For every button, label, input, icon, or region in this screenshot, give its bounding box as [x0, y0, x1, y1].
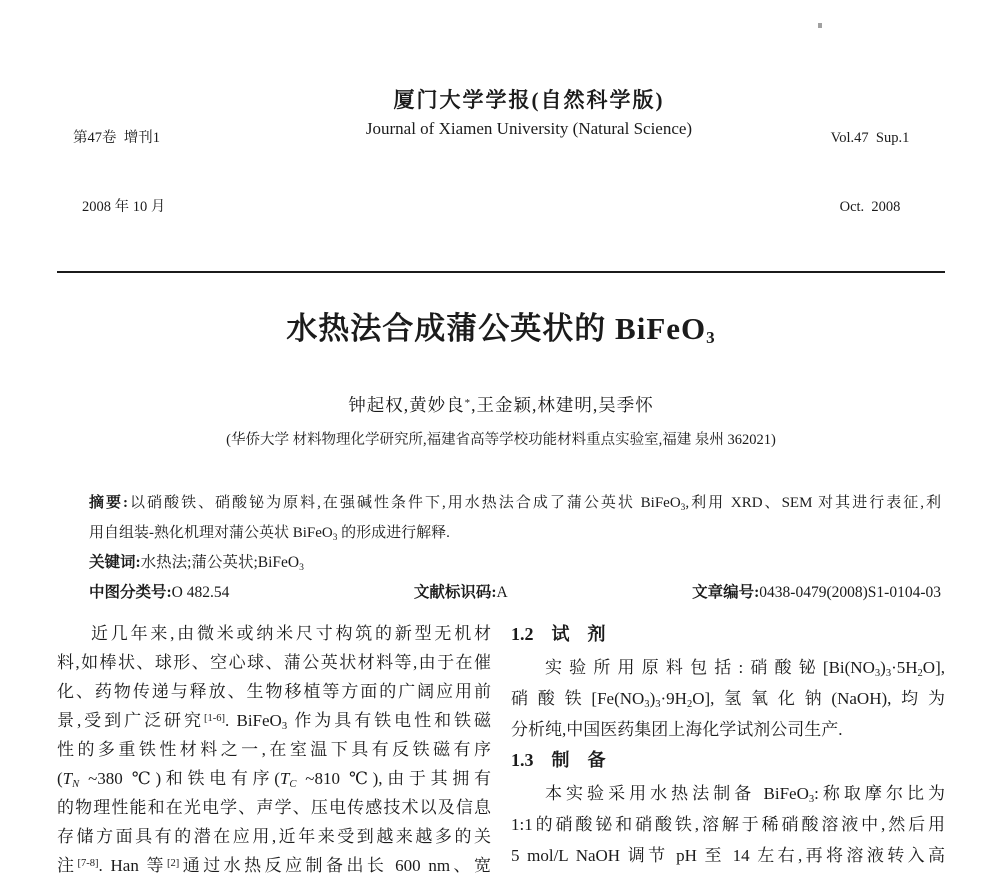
text-segment: 钟起权,黄妙良	[348, 395, 465, 415]
volume-issue-cn: 第47卷 增刊1	[73, 130, 160, 146]
header-row	[57, 88, 945, 257]
journal-header	[57, 88, 945, 273]
subscript: 3	[644, 699, 650, 711]
volume-issue-en: Vol.47 Sup.1	[830, 130, 910, 146]
subscript: 3	[680, 502, 686, 513]
article-id-label: 文章编号:	[692, 584, 760, 601]
intro-line	[57, 648, 491, 677]
text-segment: 分析纯,中国医药集团上海化学试剂公司生产.	[511, 720, 843, 739]
text-segment: )	[880, 658, 886, 677]
text-segment: 5 mol/L NaOH 调节 pH 至 14 左右,再将溶液转入高	[511, 846, 945, 865]
text-segment: 的形成进行解释.	[337, 525, 450, 541]
issue-date-cn: 2008 年 10 月	[82, 199, 166, 215]
abstract-label: 摘要:	[89, 495, 129, 511]
text-segment: T	[279, 769, 290, 788]
keywords-label: 关键词:	[89, 554, 141, 571]
subscript: 3	[332, 532, 338, 543]
text-segment: 水热法;蒲公英状;BiFeO	[140, 554, 300, 571]
reagents-line	[511, 714, 945, 745]
text-segment: O],	[922, 658, 945, 677]
citation-ref: [7-8]	[77, 858, 99, 870]
text-segment: . BiFeO	[225, 711, 282, 730]
abstract-line	[89, 518, 941, 548]
text-segment: A	[496, 584, 508, 601]
scan-artifact-dot	[818, 23, 822, 28]
subscript: 3	[706, 327, 716, 347]
text-segment: 化、药物传递与释放、生物移植等方面的广阔应用前	[57, 682, 491, 701]
abstract-block	[57, 488, 945, 608]
text-segment: ,王金颖,林建明,吴季怀	[471, 395, 654, 415]
intro-line	[57, 764, 491, 793]
text-segment: 1.3 制 备	[511, 750, 606, 770]
intro-line	[57, 822, 491, 851]
article-id	[692, 578, 941, 608]
citation-ref: [1-6]	[203, 713, 226, 725]
classification-line	[89, 578, 941, 608]
authors-line	[57, 393, 945, 417]
left-column	[57, 619, 491, 880]
citation-ref: [2]	[167, 858, 180, 870]
intro-line	[57, 677, 491, 706]
text-segment: . Han 等	[98, 856, 167, 875]
header-center-block	[263, 88, 795, 142]
text-segment: 作为具有铁电性和铁磁	[287, 711, 492, 730]
subscript: N	[72, 779, 80, 791]
subscript: 3	[808, 794, 815, 806]
text-segment: 用自组装-熟化机理对蒲公英状 BiFeO	[89, 525, 333, 541]
text-segment: 0438-0479(2008)S1-0104-03	[759, 584, 941, 601]
intro-line	[57, 706, 491, 735]
text-segment: ·9H	[660, 689, 687, 708]
document-code	[414, 578, 508, 608]
reagents-line	[511, 683, 945, 714]
clc-label: 中图分类号:	[89, 584, 172, 601]
intro-line	[57, 619, 491, 648]
right-column	[511, 619, 945, 880]
subscript: 3	[299, 561, 304, 573]
reagents-line	[511, 652, 945, 683]
text-segment: ~810 ℃),由于其拥有	[296, 769, 491, 788]
text-segment: 存储方面具有的潜在应用,近年来受到越来越多的关	[57, 827, 491, 846]
intro-line	[57, 851, 491, 880]
text-segment: 1.2 试 剂	[511, 624, 606, 644]
text-segment: O],氢氧化钠(NaOH),均为	[692, 689, 945, 708]
keywords-line	[89, 548, 941, 578]
text-segment: :称取摩尔比为	[814, 784, 945, 803]
subscript: 2	[686, 699, 693, 711]
intro-line	[57, 735, 491, 764]
article-body	[57, 619, 945, 880]
intro-line	[57, 793, 491, 822]
issue-date-en: Oct. 2008	[839, 199, 901, 215]
text-segment: 的物理性能和在光电学、声学、压电传感技术以及信息	[57, 798, 491, 817]
text-segment: (	[57, 769, 63, 788]
header-left-block	[57, 88, 263, 257]
text-segment: 近几年来,由微米或纳米尺寸构筑的新型无机材	[91, 624, 491, 643]
subscript: 3	[655, 699, 661, 711]
text-segment: 水热法合成蒲公英状的 BiFeO	[286, 311, 707, 346]
section-heading-1-2	[511, 619, 945, 650]
preparation-line	[511, 778, 945, 809]
header-right-block	[795, 88, 945, 257]
journal-title-en: Journal of Xiamen University (Natural Science)	[365, 119, 693, 138]
text-segment: O 482.54	[171, 584, 230, 601]
text-segment: ,利用 XRD、SEM 对其进行表征,利	[685, 495, 942, 511]
subscript: 3	[885, 668, 892, 680]
article-title	[57, 309, 945, 349]
abstract-line	[89, 488, 941, 518]
text-segment: 硝酸铁[Fe(NO	[511, 689, 645, 708]
text-segment: 性的多重铁性材料之一,在室温下具有反铁磁有序	[57, 740, 491, 759]
clc-number	[89, 578, 229, 608]
preparation-line	[511, 809, 945, 840]
preparation-line	[511, 840, 945, 871]
text-segment: ~380 ℃)和铁电有序(	[79, 769, 280, 788]
text-segment: 通过水热反应制备出长 600 nm、宽	[179, 856, 491, 875]
subscript: 3	[281, 721, 288, 733]
abstract	[89, 488, 941, 548]
text-segment: 本实验采用水热法制备 BiFeO	[545, 784, 809, 803]
text-segment: ·5H	[891, 658, 918, 677]
section-heading-1-3	[511, 745, 945, 776]
journal-title-cn: 厦门大学学报(自然科学版)	[393, 88, 665, 112]
corresponding-author-marker: *	[464, 397, 472, 410]
text-segment: )	[649, 689, 656, 708]
subscript: 3	[874, 668, 881, 680]
text-segment: 景,受到广泛研究	[57, 711, 204, 730]
text-segment: 料,如棒状、球形、空心球、蒲公英状材料等,由于在催	[57, 653, 491, 672]
text-segment: 注	[57, 856, 78, 875]
affiliation: (华侨大学 材料物理化学研究所,福建省高等学校功能材料重点实验室,福建 泉州 362021)	[226, 432, 776, 448]
doc-code-label: 文献标识码:	[413, 584, 497, 601]
subscript: C	[289, 779, 297, 791]
text-segment: 实验所用原料包括:硝酸铋[Bi(NO	[545, 658, 875, 677]
subscript: 2	[917, 668, 923, 680]
text-segment: 1:1的硝酸铋和硝酸铁,溶解于稀硝酸溶液中,然后用	[511, 815, 945, 834]
text-segment: T	[62, 769, 73, 788]
text-segment: 以硝酸铁、硝酸铋为原料,在强碱性条件下,用水热法合成了蒲公英状 BiFeO	[128, 495, 681, 511]
header-rule	[57, 271, 945, 273]
